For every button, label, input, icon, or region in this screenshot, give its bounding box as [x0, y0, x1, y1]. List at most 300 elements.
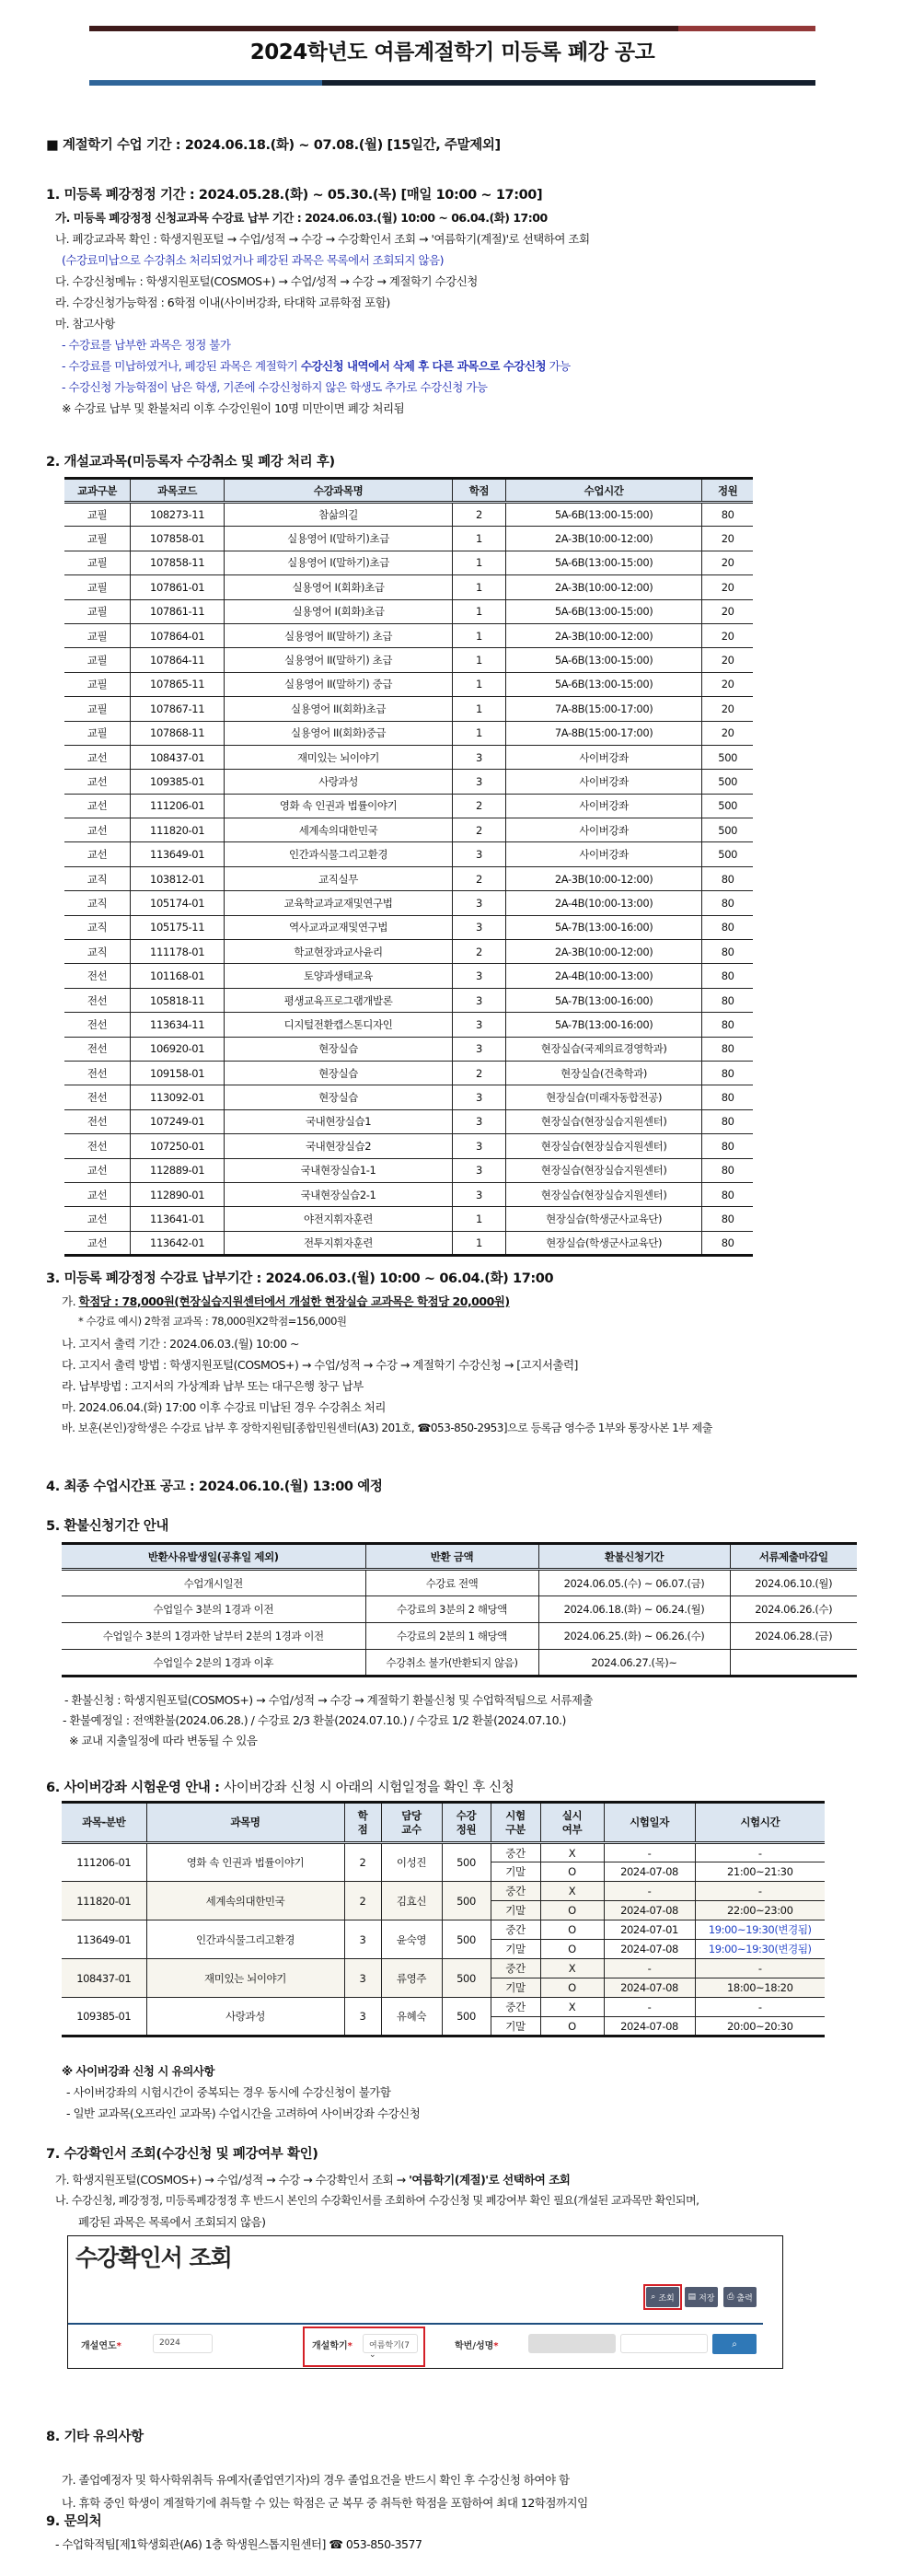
s1-item-na-note: (수강료미납으로 수강취소 처리되었거나 폐강된 과목은 목록에서 조회되지 않음)	[62, 253, 445, 267]
s3-item-da: 다. 고지서 출력 방법 : 학생지원포털(COSMOS+) → 수업/성적 → 수강 → 계절학기 수강신청 → [고지서출력]	[62, 1358, 578, 1372]
table-cell: 500	[702, 745, 753, 769]
table-row	[62, 1843, 825, 1862]
table-cell: 1	[453, 648, 506, 672]
table-cell: 전선	[64, 964, 131, 988]
table-cell: 국내현장실습1	[225, 1109, 453, 1133]
table-row	[64, 842, 753, 866]
table-cell: 재미있는 뇌이야기	[225, 745, 453, 769]
table-row	[62, 1570, 857, 1596]
table-cell: O	[540, 2017, 604, 2036]
s3-fee-example: * 수강료 예시) 2학점 교과목 : 78,000원X2학점=156,000원	[78, 1315, 347, 1328]
table-cell: 80	[702, 1207, 753, 1231]
table-cell: 5A-7B(13:00-16:00)	[505, 915, 702, 939]
column-header: 시험시간	[695, 1803, 825, 1843]
search-icon: ⌕	[732, 2338, 737, 2350]
table-row	[64, 1013, 753, 1037]
s3-item-ra: 라. 납부방법 : 고지서의 가상계좌 납부 또는 대구은행 창구 납부	[62, 1379, 364, 1393]
table-cell: 기말	[491, 1978, 540, 1998]
table-cell: 실용영어 II(회화)초급	[225, 697, 453, 721]
table-cell: 107864-11	[131, 648, 225, 672]
top-bar	[89, 26, 678, 31]
table-cell: 113642-01	[131, 1231, 225, 1255]
table-cell: 500	[442, 1920, 491, 1959]
table-cell: 107865-11	[131, 672, 225, 696]
s1-item-da: 다. 수강신청메뉴 : 학생지원포털(COSMOS+) → 수업/성적 → 수강 → 계절학기 수강신청	[55, 274, 478, 288]
table-cell: 전선	[64, 1013, 131, 1037]
table-cell: 1	[453, 599, 506, 623]
table-cell: 1	[453, 672, 506, 696]
table-cell: 2024-07-08	[604, 1862, 695, 1882]
s8-item-na: 나. 휴학 중인 학생이 계절학기에 취득할 수 있는 학점은 군 복무 중 취득한 학점을 포함하여 최대 12학점까지임	[62, 2496, 588, 2510]
table-cell: 103812-01	[131, 866, 225, 890]
table-cell: 5A-6B(13:00-15:00)	[505, 503, 702, 527]
section-9-heading: 9. 문의처	[46, 2514, 102, 2529]
table-row	[62, 1623, 857, 1650]
section-1-heading: 1. 미등록 폐강정정 기간 : 2024.05.28.(화) ~ 05.30.(목) [매일 10:00 ~ 17:00]	[46, 188, 543, 203]
table-cell: 109158-01	[131, 1061, 225, 1085]
table-cell: 80	[702, 915, 753, 939]
table-cell: 토양과생태교육	[225, 964, 453, 988]
table-cell: 중간	[491, 1882, 540, 1901]
table-cell: 수업개시일전	[62, 1570, 365, 1596]
table-cell: 80	[702, 988, 753, 1012]
table-cell: 2	[344, 1843, 381, 1882]
table-cell: 교필	[64, 503, 131, 527]
table-row	[64, 1134, 753, 1158]
page-title: 2024학년도 여름계절학기 미등록 폐강 공고	[249, 41, 655, 64]
table-cell: 교육학교과교재및연구법	[225, 891, 453, 915]
table-cell: 교직	[64, 915, 131, 939]
table-cell: 5A-6B(13:00-15:00)	[505, 648, 702, 672]
table-cell: 20	[702, 527, 753, 551]
table-cell: 20	[702, 551, 753, 574]
table-cell: 80	[702, 1013, 753, 1037]
table-cell: 20	[702, 648, 753, 672]
s5-note-2: - 환불예정일 : 전액환불(2024.06.28.) / 수강료 2/3 환불(2024.07.10.) / 수강료 1/2 환불(2024.07.10.)	[63, 1713, 566, 1727]
table-cell: 실용영어 I(말하기)초급	[225, 551, 453, 574]
save-icon: ▤	[688, 2292, 697, 2302]
s1-item-na: 나. 폐강교과목 확인 : 학생지원포털 → 수업/성적 → 수강 → 수강확인서 조회 → '여름학기(계절)'로 선택하여 조회	[55, 232, 590, 246]
table-row	[64, 794, 753, 818]
column-header: 수강과목명	[225, 479, 453, 503]
term-label: 개설학기*	[312, 2341, 352, 2351]
table-cell: 21:00~21:30	[695, 1862, 825, 1882]
table-cell: 1	[453, 527, 506, 551]
table-row	[62, 1998, 825, 2017]
table-cell: 실용영어 II(말하기) 중급	[225, 672, 453, 696]
table-cell: 참삶의길	[225, 503, 453, 527]
table-cell: 현장실습(미래자동합전공)	[505, 1085, 702, 1109]
table-cell: 교필	[64, 527, 131, 551]
table-cell: 전선	[64, 1109, 131, 1133]
column-header: 수강 정원	[442, 1803, 491, 1843]
table-cell: 2024.06.27.(목)~	[538, 1650, 730, 1677]
table-cell: 111820-01	[62, 1882, 146, 1920]
s1-ma-2: - 수강료를 미납하였거나, 폐강된 과목은 계절학기 수강신청 내역에서 삭제 후 다른 과목으로 수강신청 가능	[62, 359, 571, 373]
table-cell: 80	[702, 866, 753, 890]
refund-table	[62, 1542, 857, 1677]
table-cell: 3	[344, 1920, 381, 1959]
table-cell: 전선	[64, 1134, 131, 1158]
table-cell: 인간과식물그리고환경	[225, 842, 453, 866]
table-cell: 수강료의 2분의 1 해당액	[365, 1623, 538, 1650]
section-8-heading: 8. 기타 유의사항	[46, 2430, 144, 2444]
table-row	[64, 891, 753, 915]
table-cell: 실용영어 II(말하기) 초급	[225, 623, 453, 647]
table-cell: 교선	[64, 1231, 131, 1255]
table-cell: 유혜숙	[381, 1998, 442, 2036]
table-cell: 1	[453, 721, 506, 745]
table-cell: 107867-11	[131, 697, 225, 721]
table-cell: 113641-01	[131, 1207, 225, 1231]
table-cell: 3	[453, 745, 506, 769]
table-cell: O	[540, 1920, 604, 1940]
table-cell: 전선	[64, 988, 131, 1012]
table-cell: 사랑과성	[225, 770, 453, 794]
table-row	[62, 1959, 825, 1978]
student-name-input[interactable]	[620, 2334, 708, 2353]
table-row	[64, 1085, 753, 1109]
table-row	[62, 1650, 857, 1677]
table-cell: 국내현장실습1-1	[225, 1158, 453, 1182]
table-row	[64, 1207, 753, 1231]
s3-item-ga: 가. 학점당 : 78,000원(현장실습지원센터에서 개설한 현장실습 교과목은 학점당 20,000원)	[62, 1294, 510, 1308]
table-row	[64, 575, 753, 599]
table-cell: 전선	[64, 1037, 131, 1061]
save-button[interactable]: ▤ 저장	[685, 2287, 718, 2307]
table-cell: 80	[702, 891, 753, 915]
panel-title: 수강확인서 조회	[75, 2245, 232, 2271]
panel-divider	[68, 2323, 763, 2325]
table-cell: O	[540, 1862, 604, 1882]
table-row	[64, 964, 753, 988]
column-header: 과목-분반	[62, 1803, 146, 1843]
table-row	[64, 866, 753, 890]
table-row	[64, 648, 753, 672]
table-cell: 5A-7B(13:00-16:00)	[505, 988, 702, 1012]
table-cell: 2	[453, 940, 506, 964]
table-cell: 5A-6B(13:00-15:00)	[505, 551, 702, 574]
table-row	[64, 1158, 753, 1182]
table-cell: 사이버강좌	[505, 770, 702, 794]
section-6-heading: 6. 사이버강좌 시험운영 안내 : 사이버강좌 신청 시 아래의 시험일정을 확인 후 신청	[46, 1781, 514, 1795]
table-cell: 113092-01	[131, 1085, 225, 1109]
table-cell: 20	[702, 672, 753, 696]
column-header: 시험 구분	[491, 1803, 540, 1843]
student-id-input[interactable]	[528, 2334, 616, 2353]
s5-note-3: ※ 교내 지출일정에 따라 변동될 수 있음	[69, 1734, 258, 1747]
table-cell: -	[604, 1843, 695, 1862]
table-cell: 2024.06.05.(수) ~ 06.07.(금)	[538, 1570, 730, 1596]
table-cell: 수강료의 3분의 2 해당액	[365, 1596, 538, 1623]
table-cell: 5A-6B(13:00-15:00)	[505, 672, 702, 696]
table-cell: 80	[702, 940, 753, 964]
table-row	[64, 599, 753, 623]
table-cell: 실용영어 I(회화)초급	[225, 599, 453, 623]
table-cell: 1	[453, 1207, 506, 1231]
table-cell: 500	[442, 1998, 491, 2036]
table-cell: 2024.06.28.(금)	[730, 1623, 857, 1650]
table-cell: 수강료 전액	[365, 1570, 538, 1596]
table-cell: 수업일수 3분의 1경과한 날부터 2분의 1경과 이전	[62, 1623, 365, 1650]
table-cell: 113649-01	[131, 842, 225, 866]
table-cell: 역사교과교재및연구법	[225, 915, 453, 939]
table-cell: 3	[453, 988, 506, 1012]
s3-item-ma: 마. 2024.06.04.(화) 17:00 이후 수강료 미납된 경우 수강취소 처리	[62, 1400, 386, 1414]
table-cell: 교선	[64, 1158, 131, 1182]
table-cell: 류영주	[381, 1959, 442, 1998]
table-cell: 3	[344, 1998, 381, 2036]
table-row	[64, 623, 753, 647]
term-select[interactable]: 여름학기(7 ⌄	[363, 2334, 418, 2353]
table-cell: 107861-11	[131, 599, 225, 623]
table-row	[64, 1061, 753, 1085]
search-icon: ⌕	[651, 2292, 656, 2302]
table-cell: 김효신	[381, 1882, 442, 1920]
table-cell: 105174-01	[131, 891, 225, 915]
table-cell: 20	[702, 721, 753, 745]
table-cell: 현장실습(국제의료경영학과)	[505, 1037, 702, 1061]
table-row	[64, 1231, 753, 1255]
table-cell: 2024.06.10.(월)	[730, 1570, 857, 1596]
table-cell: 수업일수 3분의 1경과 이전	[62, 1596, 365, 1623]
table-cell: 2A-4B(10:00-13:00)	[505, 891, 702, 915]
table-cell: 108437-01	[62, 1959, 146, 1998]
table-cell: 3	[344, 1959, 381, 1998]
table-cell: O	[540, 1940, 604, 1959]
column-header: 반환 금액	[365, 1544, 538, 1570]
table-cell: 영화 속 인권과 법률이야기	[225, 794, 453, 818]
s1-item-ra: 라. 수강신청가능학점 : 6학점 이내(사이버강좌, 타대학 교류학점 포함)	[55, 296, 390, 309]
table-cell: 교선	[64, 842, 131, 866]
table-cell: 교필	[64, 599, 131, 623]
column-header: 교과구분	[64, 479, 131, 503]
table-cell: O	[540, 1901, 604, 1920]
table-cell: 80	[702, 1085, 753, 1109]
s6-note-2: - 일반 교과목(오프라인 교과목) 수업시간을 고려하여 사이버강좌 수강신청	[66, 2106, 421, 2120]
table-cell: 108437-01	[131, 745, 225, 769]
table-cell: 사이버강좌	[505, 842, 702, 866]
column-header: 환불신청기간	[538, 1544, 730, 1570]
s3-item-ba: 바. 보훈(본인)장학생은 수강료 납부 후 장학지원팀[종합민원센터(A3) 201호, ☎053-850-2953]으로 등록금 영수증 1부와 통장사본 1부 제출	[62, 1421, 712, 1434]
table-cell: 20:00~20:30	[695, 2017, 825, 2036]
table-cell: 108273-11	[131, 503, 225, 527]
table-row	[64, 1037, 753, 1061]
table-cell: 20	[702, 623, 753, 647]
s1-item-ma: 마. 참고사항	[55, 317, 115, 331]
table-cell: 실용영어 II(말하기) 초급	[225, 648, 453, 672]
table-cell: 105818-11	[131, 988, 225, 1012]
table-cell: 교필	[64, 575, 131, 599]
s1-ma-note: ※ 수강료 납부 및 환불처리 이후 수강인원이 10명 미만이면 폐강 처리됨	[62, 401, 405, 415]
s3-item-na: 나. 고지서 출력 기간 : 2024.06.03.(월) 10:00 ~	[62, 1337, 299, 1351]
table-cell: 디지털전환캡스톤디자인	[225, 1013, 453, 1037]
table-cell: -	[604, 1882, 695, 1901]
column-header: 실시 여부	[540, 1803, 604, 1843]
table-cell: 3	[453, 1037, 506, 1061]
table-cell: 111178-01	[131, 940, 225, 964]
table-cell: 500	[702, 842, 753, 866]
table-cell: 현장실습	[225, 1085, 453, 1109]
table-cell: 111206-01	[131, 794, 225, 818]
student-search-button[interactable]	[712, 2334, 757, 2354]
table-cell: 평생교육프로그램개발론	[225, 988, 453, 1012]
table-cell: 수업일수 2분의 1경과 이후	[62, 1650, 365, 1677]
table-cell: 실용영어 II(회화)중급	[225, 721, 453, 745]
table-row	[64, 551, 753, 574]
table-cell: 현장실습(현장실습지원센터)	[505, 1134, 702, 1158]
table-cell: 수강취소 불가(반환되지 않음)	[365, 1650, 538, 1677]
table-row	[62, 1920, 825, 1940]
courses-table	[64, 477, 753, 1257]
table-row	[64, 1182, 753, 1206]
table-cell: 교직	[64, 866, 131, 890]
table-cell: 실용영어 I(말하기)초급	[225, 527, 453, 551]
table-cell: 5A-6B(13:00-15:00)	[505, 599, 702, 623]
table-cell: 107868-11	[131, 721, 225, 745]
table-cell: 80	[702, 1109, 753, 1133]
table-cell: 사랑과성	[146, 1998, 344, 2036]
table-cell: 3	[453, 1085, 506, 1109]
table-cell: 80	[702, 503, 753, 527]
s7-item-na: 나. 수강신청, 폐강정정, 미등록폐강정정 후 반드시 본인의 수강확인서를 조회하여 수강신청 및 폐강여부 확인 필요(개설된 교과목만 확인되며,	[55, 2194, 699, 2207]
table-cell: 107250-01	[131, 1134, 225, 1158]
table-cell: 현장실습(현장실습지원센터)	[505, 1158, 702, 1182]
table-cell: 국내현장실습2-1	[225, 1182, 453, 1206]
table-cell: 실용영어 I(회화)초급	[225, 575, 453, 599]
table-cell: 19:00~19:30(변경됨)	[695, 1920, 825, 1940]
table-row	[64, 721, 753, 745]
table-cell: 1	[453, 575, 506, 599]
table-cell: 80	[702, 1134, 753, 1158]
table-cell: 국내현장실습2	[225, 1134, 453, 1158]
table-cell: 112889-01	[131, 1158, 225, 1182]
table-cell: 2	[453, 794, 506, 818]
table-cell: 107861-01	[131, 575, 225, 599]
search-button[interactable]: ⌕ 조회	[646, 2287, 679, 2307]
column-header: 학점	[453, 479, 506, 503]
table-cell: 3	[453, 915, 506, 939]
table-cell: 3	[453, 1134, 506, 1158]
column-header: 과목코드	[131, 479, 225, 503]
table-cell: O	[540, 1978, 604, 1998]
table-cell: -	[604, 1998, 695, 2017]
section-4-heading: 4. 최종 수업시간표 공고 : 2024.06.10.(월) 13:00 예정	[46, 1479, 383, 1494]
table-cell: 107864-01	[131, 623, 225, 647]
table-cell: 3	[453, 1182, 506, 1206]
table-cell: 기말	[491, 1940, 540, 1959]
table-cell: 야전지휘자훈련	[225, 1207, 453, 1231]
table-cell: X	[540, 1998, 604, 2017]
table-cell: 2A-3B(10:00-12:00)	[505, 940, 702, 964]
table-cell: X	[540, 1959, 604, 1978]
table-cell: 20	[702, 575, 753, 599]
table-cell: 교선	[64, 818, 131, 842]
table-cell: 80	[702, 964, 753, 988]
table-cell: 교선	[64, 1182, 131, 1206]
table-cell: 111206-01	[62, 1843, 146, 1882]
table-cell: 107858-01	[131, 527, 225, 551]
table-row	[64, 988, 753, 1012]
table-cell: 7A-8B(15:00-17:00)	[505, 721, 702, 745]
table-cell: 80	[702, 1182, 753, 1206]
column-header: 반환사유발생일(공휴일 제외)	[62, 1544, 365, 1570]
column-header: 학 점	[344, 1803, 381, 1843]
table-cell	[730, 1650, 857, 1677]
table-cell: 80	[702, 1231, 753, 1255]
s7-item-na-cont: 폐강된 과목은 목록에서 조회되지 않음)	[78, 2215, 266, 2229]
table-cell: 3	[453, 842, 506, 866]
table-cell: 80	[702, 1158, 753, 1182]
table-cell: 2024-07-01	[604, 1920, 695, 1940]
table-cell: 20	[702, 697, 753, 721]
table-cell: 2A-3B(10:00-12:00)	[505, 527, 702, 551]
table-cell: 학교현장과교사윤리	[225, 940, 453, 964]
s1-ma-1: - 수강료를 납부한 과목은 정정 불가	[62, 338, 231, 352]
table-cell: 재미있는 뇌이야기	[146, 1959, 344, 1998]
table-cell: 1	[453, 623, 506, 647]
table-cell: 중간	[491, 1920, 540, 1940]
table-cell: 2	[453, 503, 506, 527]
table-cell: 사이버강좌	[505, 794, 702, 818]
table-cell: 현장실습(학생군사교육단)	[505, 1231, 702, 1255]
table-cell: 2024-07-08	[604, 1978, 695, 1998]
table-cell: 교필	[64, 648, 131, 672]
section-7-heading: 7. 수강확인서 조회(수강신청 및 폐강여부 확인)	[46, 2147, 318, 2162]
table-cell: 2024.06.26.(수)	[730, 1596, 857, 1623]
square-bullet-icon: ■	[46, 138, 59, 153]
table-cell: 1	[453, 697, 506, 721]
year-input[interactable]: 2024	[153, 2334, 213, 2353]
table-cell: -	[695, 1959, 825, 1978]
print-button[interactable]: ⎙ 출력	[723, 2287, 757, 2307]
table-cell: 500	[442, 1843, 491, 1882]
enrollment-confirmation-screenshot	[67, 2235, 783, 2369]
column-header: 과목명	[146, 1803, 344, 1843]
s1-ma-3: - 수강신청 가능학점이 남은 학생, 기존에 수강신청하지 않은 학생도 추가로 수강신청 가능	[62, 380, 488, 394]
table-cell: 7A-8B(15:00-17:00)	[505, 697, 702, 721]
table-row	[64, 503, 753, 527]
table-cell: 교필	[64, 623, 131, 647]
table-cell: 107249-01	[131, 1109, 225, 1133]
s8-item-ga: 가. 졸업예정자 및 학사학위취득 유예자(졸업연기자)의 경우 졸업요건을 반드시 확인 후 수강신청 하여야 함	[62, 2473, 570, 2487]
table-cell: 500	[702, 818, 753, 842]
table-cell: 교선	[64, 770, 131, 794]
table-cell: 교선	[64, 745, 131, 769]
table-cell: 109385-01	[62, 1998, 146, 2036]
column-header: 서류제출마감일	[730, 1544, 857, 1570]
table-cell: 전선	[64, 1061, 131, 1085]
table-cell: 105175-11	[131, 915, 225, 939]
table-cell: 1	[453, 1231, 506, 1255]
table-cell: 2024-07-08	[604, 2017, 695, 2036]
table-cell: 2A-3B(10:00-12:00)	[505, 575, 702, 599]
table-cell: 교직실무	[225, 866, 453, 890]
table-cell: 현장실습	[225, 1061, 453, 1085]
table-cell: 19:00~19:30(변경됨)	[695, 1940, 825, 1959]
section-3-heading: 3. 미등록 폐강정정 수강료 납부기간 : 2024.06.03.(월) 10:00 ~ 06.04.(화) 17:00	[46, 1271, 554, 1286]
exam-table	[62, 1801, 825, 2037]
table-cell: 2A-4B(10:00-13:00)	[505, 964, 702, 988]
s6-note-1: - 사이버강좌의 시험시간이 중복되는 경우 동시에 수강신청이 불가함	[66, 2085, 391, 2099]
table-cell: 교직	[64, 940, 131, 964]
table-cell: 113649-01	[62, 1920, 146, 1959]
column-header: 수업시간	[505, 479, 702, 503]
s5-note-1: - 환불신청 : 학생지원포털(COSMOS+) → 수업/성적 → 수강 → 계절학기 환불신청 및 수업학적팀으로 서류제출	[64, 1693, 593, 1707]
class-period: ■ 계절학기 수업 기간 : 2024.06.18.(화) ~ 07.08.(월) [15일간, 주말제외]	[46, 138, 501, 153]
table-cell: 2024-07-08	[604, 1940, 695, 1959]
table-row	[64, 527, 753, 551]
